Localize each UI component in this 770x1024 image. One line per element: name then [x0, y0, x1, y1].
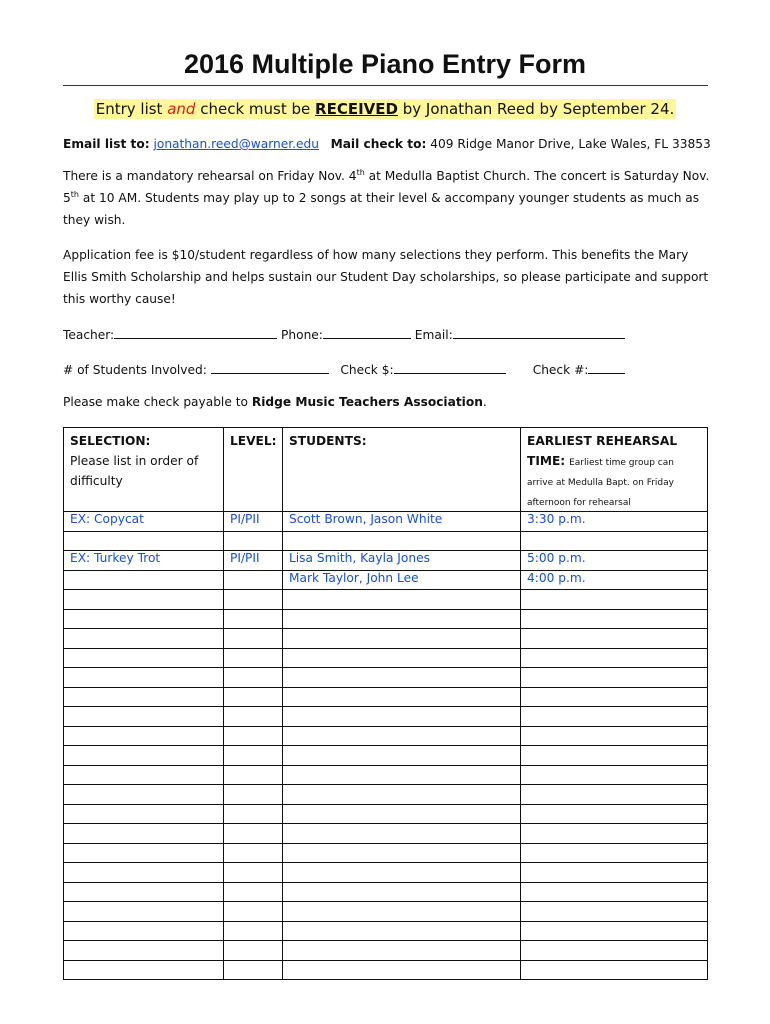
deadline-text-2: check must be	[195, 100, 316, 118]
email-label: Email list to:	[63, 137, 150, 151]
para1-text-a: There is a mandatory rehearsal on Friday Nov. 4	[63, 169, 357, 183]
level-cell[interactable]	[224, 707, 283, 727]
table-row	[64, 941, 708, 961]
rehearsal-cell[interactable]	[521, 765, 708, 785]
teacher-line	[63, 325, 625, 342]
level-cell[interactable]	[224, 590, 283, 610]
students-field[interactable]	[211, 360, 329, 374]
rehearsal-cell[interactable]	[521, 863, 708, 883]
students-cell[interactable]	[283, 590, 521, 610]
students-cell[interactable]: Mark Taylor, John Lee	[283, 570, 521, 590]
header-rehearsal-note: Earliest time group can arrive at Medulla Bapt. on Friday afternoon for rehearsal	[527, 458, 674, 508]
selection-cell[interactable]	[64, 960, 224, 980]
students-line	[63, 360, 625, 377]
email-link[interactable]: jonathan.reed@warner.edu	[153, 137, 319, 151]
selection-cell[interactable]	[64, 843, 224, 863]
selection-cell[interactable]: EX: Turkey Trot	[64, 551, 224, 571]
level-cell[interactable]	[224, 570, 283, 590]
form-title: 2016 Multiple Piano Entry Form	[183, 49, 587, 79]
students-cell[interactable]	[283, 941, 521, 961]
table-row	[64, 590, 708, 610]
rehearsal-cell[interactable]	[521, 960, 708, 980]
level-cell[interactable]: PI/PII	[224, 512, 283, 532]
level-cell[interactable]	[224, 843, 283, 863]
students-cell[interactable]	[283, 882, 521, 902]
payable-line	[63, 395, 487, 409]
header-selection-label: SELECTION:	[70, 434, 151, 448]
table-row	[64, 804, 708, 824]
check-amount-field[interactable]	[394, 360, 506, 374]
rehearsal-cell[interactable]	[521, 609, 708, 629]
table-row	[64, 882, 708, 902]
students-cell[interactable]	[283, 902, 521, 922]
mail-label: Mail check to:	[330, 137, 427, 151]
students-cell[interactable]	[283, 668, 521, 688]
selection-cell[interactable]	[64, 921, 224, 941]
selection-cell[interactable]	[64, 765, 224, 785]
phone-label: Phone:	[281, 328, 323, 342]
payable-org: Ridge Music Teachers Association	[251, 395, 483, 409]
level-cell[interactable]	[224, 785, 283, 805]
selection-cell[interactable]	[64, 804, 224, 824]
table-row	[64, 707, 708, 727]
students-cell[interactable]	[283, 863, 521, 883]
teacher-field[interactable]	[114, 325, 277, 339]
selection-cell[interactable]	[64, 648, 224, 668]
rehearsal-cell[interactable]	[521, 648, 708, 668]
level-cell[interactable]	[224, 960, 283, 980]
table-row	[64, 843, 708, 863]
level-cell[interactable]	[224, 765, 283, 785]
rehearsal-cell[interactable]	[521, 843, 708, 863]
level-cell[interactable]	[224, 746, 283, 766]
header-rehearsal-label: EARLIEST REHEARSAL TIME:	[527, 434, 678, 468]
selection-cell[interactable]	[64, 746, 224, 766]
entry-table	[63, 427, 708, 980]
students-cell[interactable]	[283, 629, 521, 649]
table-row	[64, 902, 708, 922]
level-cell[interactable]	[224, 863, 283, 883]
table-row	[64, 551, 708, 571]
rehearsal-cell[interactable]	[521, 531, 708, 551]
para1-sup-1: th	[356, 167, 365, 177]
students-cell[interactable]	[283, 707, 521, 727]
rehearsal-cell[interactable]: 3:30 p.m.	[521, 512, 708, 532]
rehearsal-cell[interactable]	[521, 824, 708, 844]
table-row	[64, 648, 708, 668]
rehearsal-cell[interactable]: 5:00 p.m.	[521, 551, 708, 571]
header-level-label: LEVEL:	[230, 434, 277, 448]
rehearsal-cell[interactable]	[521, 746, 708, 766]
level-cell[interactable]	[224, 941, 283, 961]
selection-cell[interactable]	[64, 726, 224, 746]
rehearsal-cell[interactable]	[521, 687, 708, 707]
email-field[interactable]	[453, 325, 625, 339]
payable-suffix: .	[482, 395, 487, 409]
rehearsal-paragraph	[63, 165, 713, 231]
para1-text-b: at Medulla Baptist Church. The concert is Saturday Nov. 5	[63, 169, 710, 205]
table-row	[64, 570, 708, 590]
level-cell[interactable]	[224, 629, 283, 649]
header-rehearsal	[521, 428, 708, 512]
rehearsal-cell[interactable]	[521, 882, 708, 902]
selection-cell[interactable]	[64, 863, 224, 883]
table-row	[64, 512, 708, 532]
students-cell[interactable]: Scott Brown, Jason White	[283, 512, 521, 532]
mail-address: 409 Ridge Manor Drive, Lake Wales, FL 33853	[430, 137, 711, 151]
table-row	[64, 824, 708, 844]
level-cell[interactable]	[224, 804, 283, 824]
teacher-label: Teacher:	[63, 328, 115, 342]
phone-field[interactable]	[323, 325, 411, 339]
rehearsal-cell[interactable]	[521, 941, 708, 961]
selection-cell[interactable]	[64, 629, 224, 649]
table-row	[64, 726, 708, 746]
selection-cell[interactable]	[64, 785, 224, 805]
selection-cell[interactable]	[64, 531, 224, 551]
deadline-received: RECEIVED	[315, 100, 398, 118]
level-cell[interactable]	[224, 902, 283, 922]
selection-cell[interactable]	[64, 882, 224, 902]
deadline-highlight	[94, 99, 677, 119]
rehearsal-cell[interactable]	[521, 726, 708, 746]
rehearsal-cell[interactable]	[521, 921, 708, 941]
rehearsal-cell[interactable]	[521, 902, 708, 922]
deadline-text-3: by Jonathan Reed by September 24.	[397, 100, 675, 118]
students-cell[interactable]	[283, 531, 521, 551]
table-row	[64, 960, 708, 980]
level-cell[interactable]: PI/PII	[224, 551, 283, 571]
level-cell[interactable]	[224, 687, 283, 707]
students-cell[interactable]: Lisa Smith, Kayla Jones	[283, 551, 521, 571]
header-students	[283, 428, 521, 512]
table-row	[64, 687, 708, 707]
level-cell[interactable]	[224, 609, 283, 629]
check-number-field[interactable]	[588, 360, 625, 374]
header-level	[224, 428, 283, 512]
deadline-text-1: Entry list	[95, 100, 168, 118]
selection-cell[interactable]	[64, 824, 224, 844]
para1-sup-2: th	[70, 189, 79, 199]
table-row	[64, 609, 708, 629]
students-cell[interactable]	[283, 648, 521, 668]
rehearsal-cell[interactable]: 4:00 p.m.	[521, 570, 708, 590]
students-cell[interactable]	[283, 921, 521, 941]
rehearsal-cell[interactable]	[521, 590, 708, 610]
selection-cell[interactable]	[64, 941, 224, 961]
students-cell[interactable]	[283, 746, 521, 766]
check-amount-label: Check $:	[340, 363, 394, 377]
students-cell[interactable]	[283, 804, 521, 824]
selection-cell[interactable]: EX: Copycat	[64, 512, 224, 532]
table-row	[64, 785, 708, 805]
level-cell[interactable]	[224, 668, 283, 688]
students-cell[interactable]	[283, 824, 521, 844]
selection-cell[interactable]	[64, 707, 224, 727]
students-cell[interactable]	[283, 843, 521, 863]
selection-cell[interactable]	[64, 668, 224, 688]
title-divider	[63, 85, 708, 86]
students-cell[interactable]	[283, 960, 521, 980]
students-cell[interactable]	[283, 765, 521, 785]
table-row	[64, 668, 708, 688]
level-cell[interactable]	[224, 824, 283, 844]
email-field-label: Email:	[414, 328, 453, 342]
deadline-and: and	[167, 100, 196, 118]
rehearsal-cell[interactable]	[521, 629, 708, 649]
table-row	[64, 629, 708, 649]
header-students-label: STUDENTS:	[289, 434, 367, 448]
table-row	[64, 921, 708, 941]
payable-prefix: Please make check payable to	[63, 395, 252, 409]
table-header-row	[64, 428, 708, 512]
para1-text-c: at 10 AM. Students may play up to 2 songs at their level & accompany younger students as much as they wish.	[63, 191, 700, 227]
header-selection-note: Please list in order of difficulty	[70, 454, 199, 488]
rehearsal-cell[interactable]	[521, 804, 708, 824]
header-selection	[64, 428, 224, 512]
contact-line	[63, 137, 711, 151]
level-cell[interactable]	[224, 921, 283, 941]
selection-cell[interactable]	[64, 687, 224, 707]
level-cell[interactable]	[224, 648, 283, 668]
selection-cell[interactable]	[64, 570, 224, 590]
selection-cell[interactable]	[64, 609, 224, 629]
selection-cell[interactable]	[64, 590, 224, 610]
students-cell[interactable]	[283, 609, 521, 629]
students-cell[interactable]	[283, 785, 521, 805]
rehearsal-cell[interactable]	[521, 785, 708, 805]
level-cell[interactable]	[224, 882, 283, 902]
selection-cell[interactable]	[64, 902, 224, 922]
check-number-label: Check #:	[532, 363, 589, 377]
table-row	[64, 746, 708, 766]
students-label: # of Students Involved:	[63, 363, 207, 377]
students-cell[interactable]	[283, 726, 521, 746]
table-row	[64, 765, 708, 785]
deadline-notice	[0, 100, 770, 118]
table-row	[64, 863, 708, 883]
fee-paragraph: Application fee is $10/student regardless of how many selections they perform. This benefits the Mary Ellis Smith Scholarship and helps sustain our Student Day scholarships, so please participate and support this worthy cause!	[63, 248, 709, 306]
level-cell[interactable]	[224, 531, 283, 551]
level-cell[interactable]	[224, 726, 283, 746]
students-cell[interactable]	[283, 687, 521, 707]
rehearsal-cell[interactable]	[521, 707, 708, 727]
table-row	[64, 531, 708, 551]
rehearsal-cell[interactable]	[521, 668, 708, 688]
